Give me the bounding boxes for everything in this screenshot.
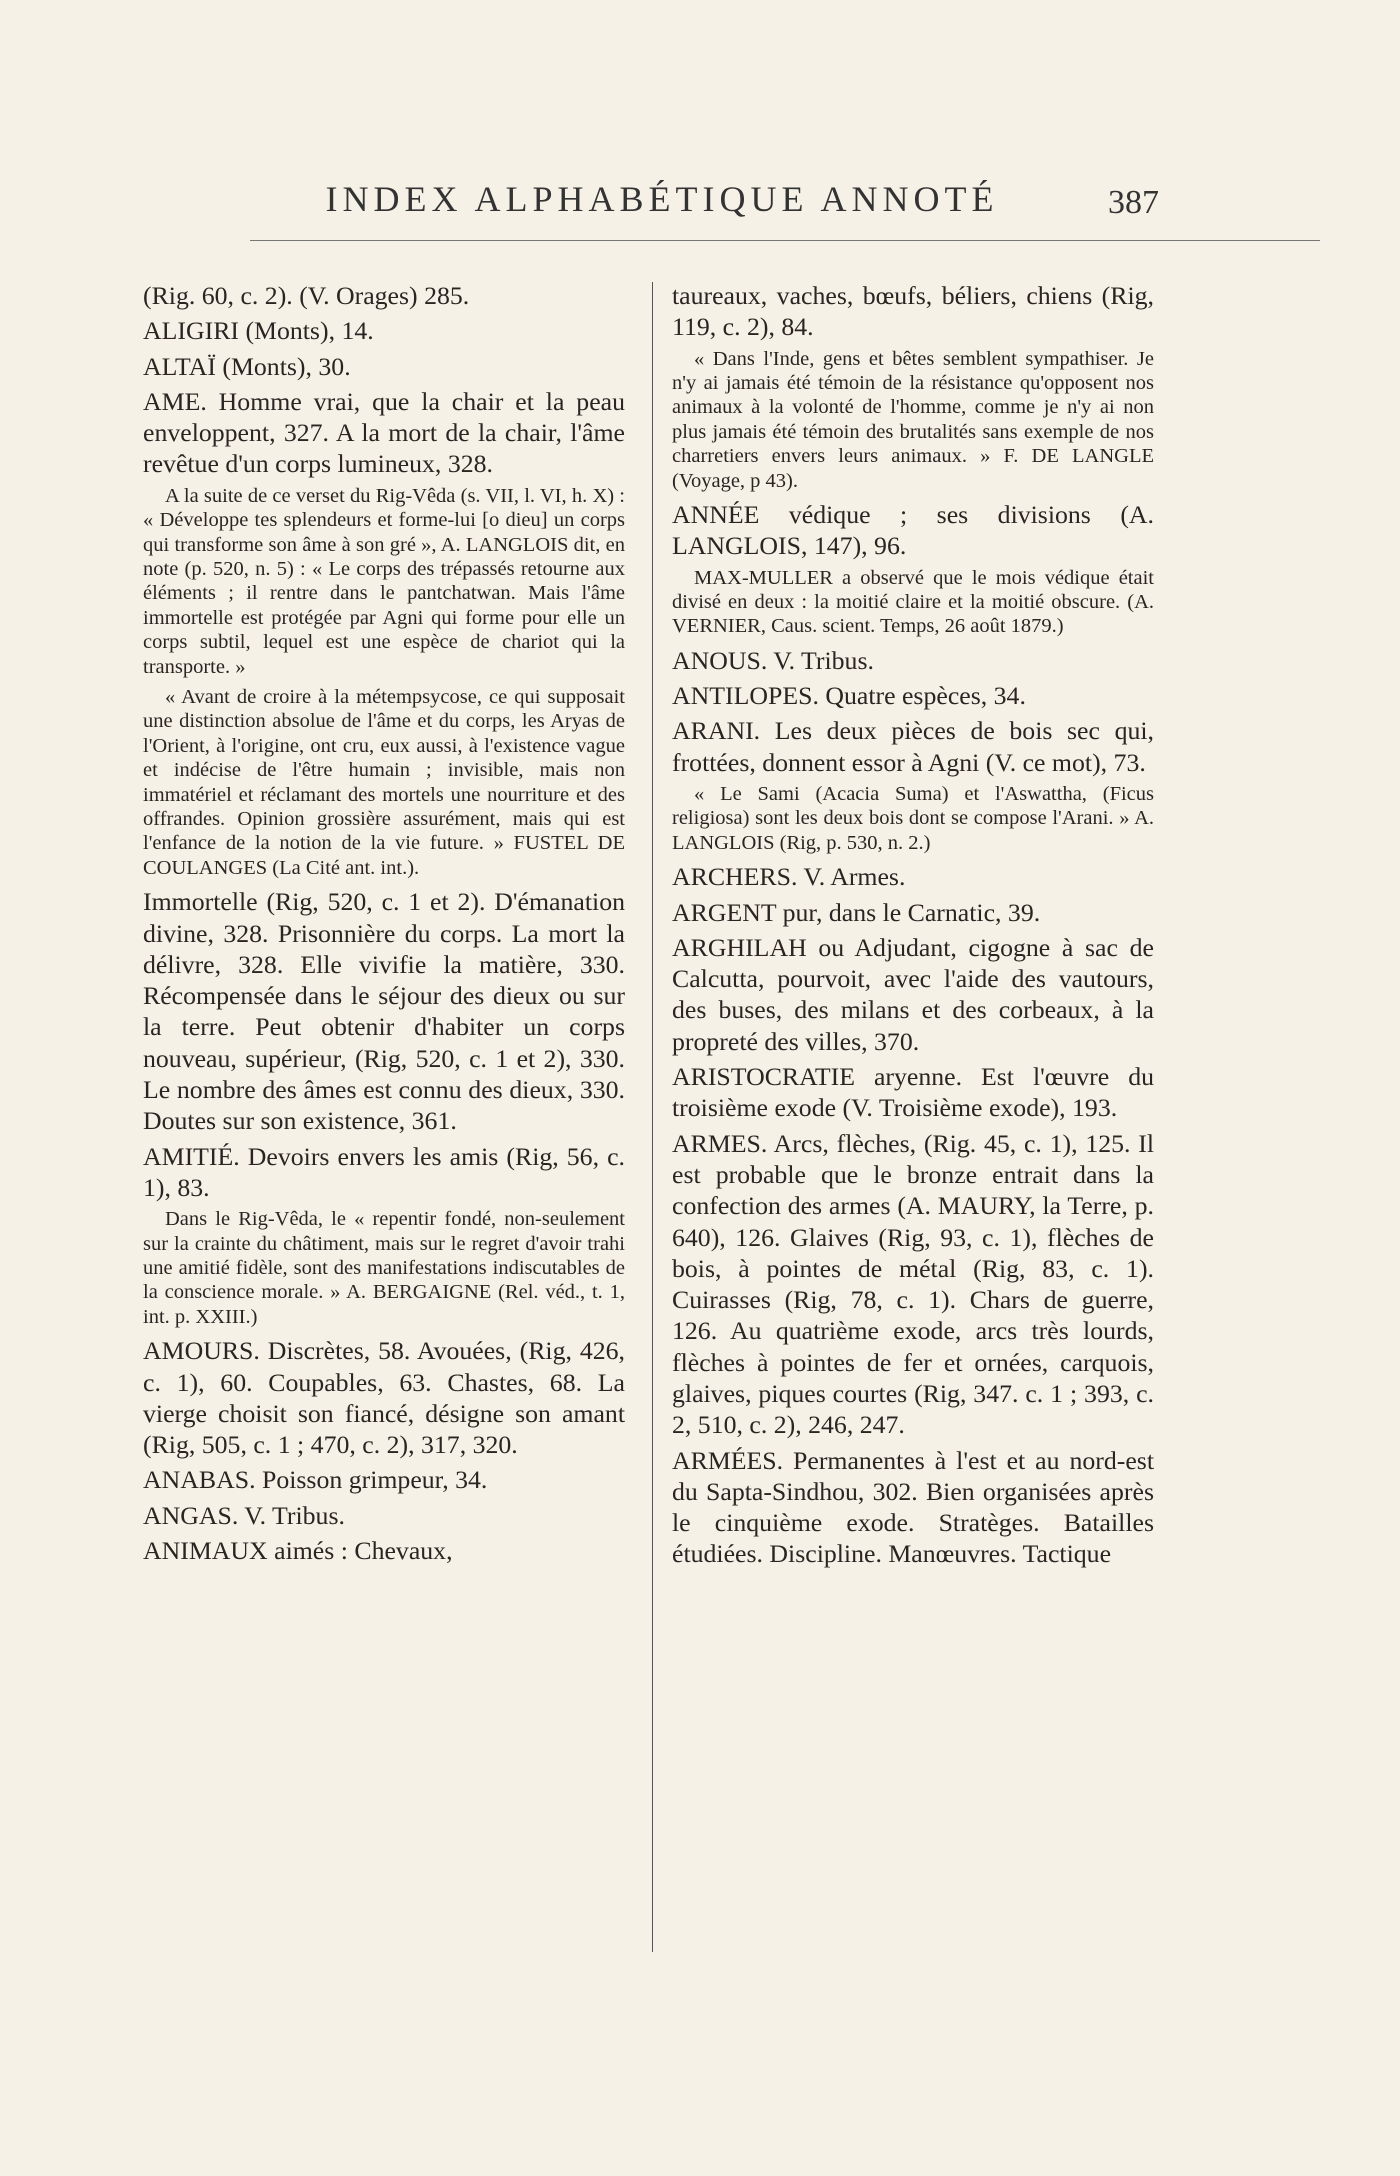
running-head: INDEX ALPHABÉTIQUE ANNOTÉ (325, 179, 999, 219)
index-entry: ALTAÏ (Monts), 30. (143, 351, 351, 381)
annotation-note: A la suite de ce verset du Rig-Vêda (s. VII, l. VI, h. X) : « Développe tes splendeurs et forme-lui [o dieu] un corps qui transforme son âme à son gré », A. LANGLOIS dit, en note (p. 520, n. 5) : « Le corps des trépassés retourne aux éléments ; il rentre dans le pantchatwan. Mais l'âme immortelle est protégée par Agni qui forme pour elle un corps subtil, lequel est une espèce de chariot qui la transporte. » (143, 484, 625, 678)
index-entry: ARANI. Les deux pièces de bois sec qui, frottées, donnent essor à Agni (V. ce mot), 73. (672, 716, 1154, 777)
index-entry: ANNÉE védique ; ses divisions (A. LANGLOIS, 147), 96. (672, 500, 1154, 561)
right-column (672, 280, 1154, 1574)
annotation-note: « Dans l'Inde, gens et bêtes semblent sympathiser. Je n'y ai jamais été témoin de la résistance qu'opposent nos animaux à la volonté de l'homme, comme je n'y ai non plus jamais été témoin des brutalités sans exemple de nos charretiers envers leurs animaux. » F. DE LANGLE (Voyage, p 43). (672, 347, 1154, 492)
column-divider (652, 282, 653, 1952)
index-entry: taureaux, vaches, bœufs, béliers, chiens (Rig, 119, c. 2), 84. (672, 281, 1154, 342)
index-entry: ANIMAUX aimés : Chevaux, (143, 1536, 453, 1566)
annotation-note: Dans le Rig-Vêda, le « repentir fondé, non-seulement sur la crainte du châtiment, mais sur le regret d'avoir trahi une amitié fidèle, sont des manifestations indiscutables de la conscience morale. » A. BERGAIGNE (Rel. véd., t. 1, int. p. XXIII.) (143, 1208, 625, 1328)
header-rule (250, 240, 1320, 241)
index-entry: AME. Homme vrai, que la chair et la peau enveloppent, 327. A la mort de la chair, l'âme revêtue d'un corps lumineux, 328. (143, 386, 625, 479)
annotation-note: MAX-MULLER a observé que le mois védique était divisé en deux : la moitié claire et la moitié obscure. (A. VERNIER, Caus. scient. Temps, 26 août 1879.) (672, 566, 1154, 638)
index-entry: ANABAS. Poisson grimpeur, 34. (143, 1465, 488, 1495)
index-entry: ARCHERS. V. Armes. (672, 862, 906, 892)
index-entry: AMITIÉ. Devoirs envers les amis (Rig, 56, c. 1), 83. (143, 1141, 625, 1202)
index-entry: ANOUS. V. Tribus. (672, 645, 874, 675)
page-header (160, 178, 1160, 228)
index-entry: ANTILOPES. Quatre espèces, 34. (672, 681, 1026, 711)
index-entry: ALIGIRI (Monts), 14. (143, 316, 374, 346)
left-column (143, 280, 625, 1570)
page-number: 387 (1108, 184, 1159, 221)
index-entry: Immortelle (Rig, 520, c. 1 et 2). D'émanation divine, 328. Prisonnière du corps. La mort la délivre, 328. Elle vivifie la matière, 330. Récompensée dans le séjour des dieux ou sur la terre. Peut obtenir d'habiter un corps nouveau, supérieur, (Rig, 520, c. 1 et 2), 330. Le nombre des âmes est connu des dieux, 330. Doutes sur son existence, 361. (143, 887, 625, 1136)
annotation-note: « Le Sami (Acacia Suma) et l'Aswattha, (Ficus religiosa) sont les deux bois dont se compose l'Arani. » A. LANGLOIS (Rig, p. 530, n. 2.) (672, 783, 1154, 854)
index-entry: ARGENT pur, dans le Carnatic, 39. (672, 897, 1041, 927)
index-entry: ARMES. Arcs, flèches, (Rig. 45, c. 1), 125. Il est probable que le bronze entrait dans la confection des armes (A. MAURY, la Terre, p. 640), 126. Glaives (Rig, 93, c. 1), flèches de bois, à pointes de métal (Rig, 83, c. 1). Cuirasses (Rig, 78, c. 1). Chars de guerre, 126. Au quatrième exode, arcs très lourds, flèches à pointes de fer et ornées, carquois, glaives, piques courtes (Rig, 347. c. 1 ; 393, c. 2, 510, c. 2), 246, 247. (672, 1128, 1154, 1440)
index-entry: (Rig. 60, c. 2). (V. Orages) 285. (143, 281, 470, 310)
index-entry: ARGHILAH ou Adjudant, cigogne à sac de Calcutta, pourvoit, avec l'aide des vautours, des buses, des milans et des corbeaux, à la propreté des villes, 370. (672, 932, 1154, 1056)
index-entry: ANGAS. V. Tribus. (143, 1500, 345, 1530)
annotation-note: « Avant de croire à la métempsycose, ce qui supposait une distinction absolue de l'âme et du corps, les Aryas de l'Orient, à l'origine, ont cru, eux aussi, à l'existence vague et indécise de l'être humain ; invisible, mais non immatériel et réclamant des mortels une nourriture et des offrandes. Opinion grossière assurément, mais qui est l'enfance de la notion de la vie future. » FUSTEL DE COULANGES (La Cité ant. int.). (143, 686, 625, 879)
index-entry: ARMÉES. Permanentes à l'est et au nord-est du Sapta-Sindhou, 302. Bien organisées après le cinquième exode. Stratèges. Batailles étudiées. Discipline. Manœuvres. Tactique (672, 1445, 1154, 1569)
index-entry: AMOURS. Discrètes, 58. Avouées, (Rig, 426, c. 1), 60. Coupables, 63. Chastes, 68. La vierge choisit son fiancé, désigne son amant (Rig, 505, c. 1 ; 470, c. 2), 317, 320. (143, 1336, 625, 1460)
index-entry: ARISTOCRATIE aryenne. Est l'œuvre du troisième exode (V. Troisième exode), 193. (672, 1062, 1154, 1123)
